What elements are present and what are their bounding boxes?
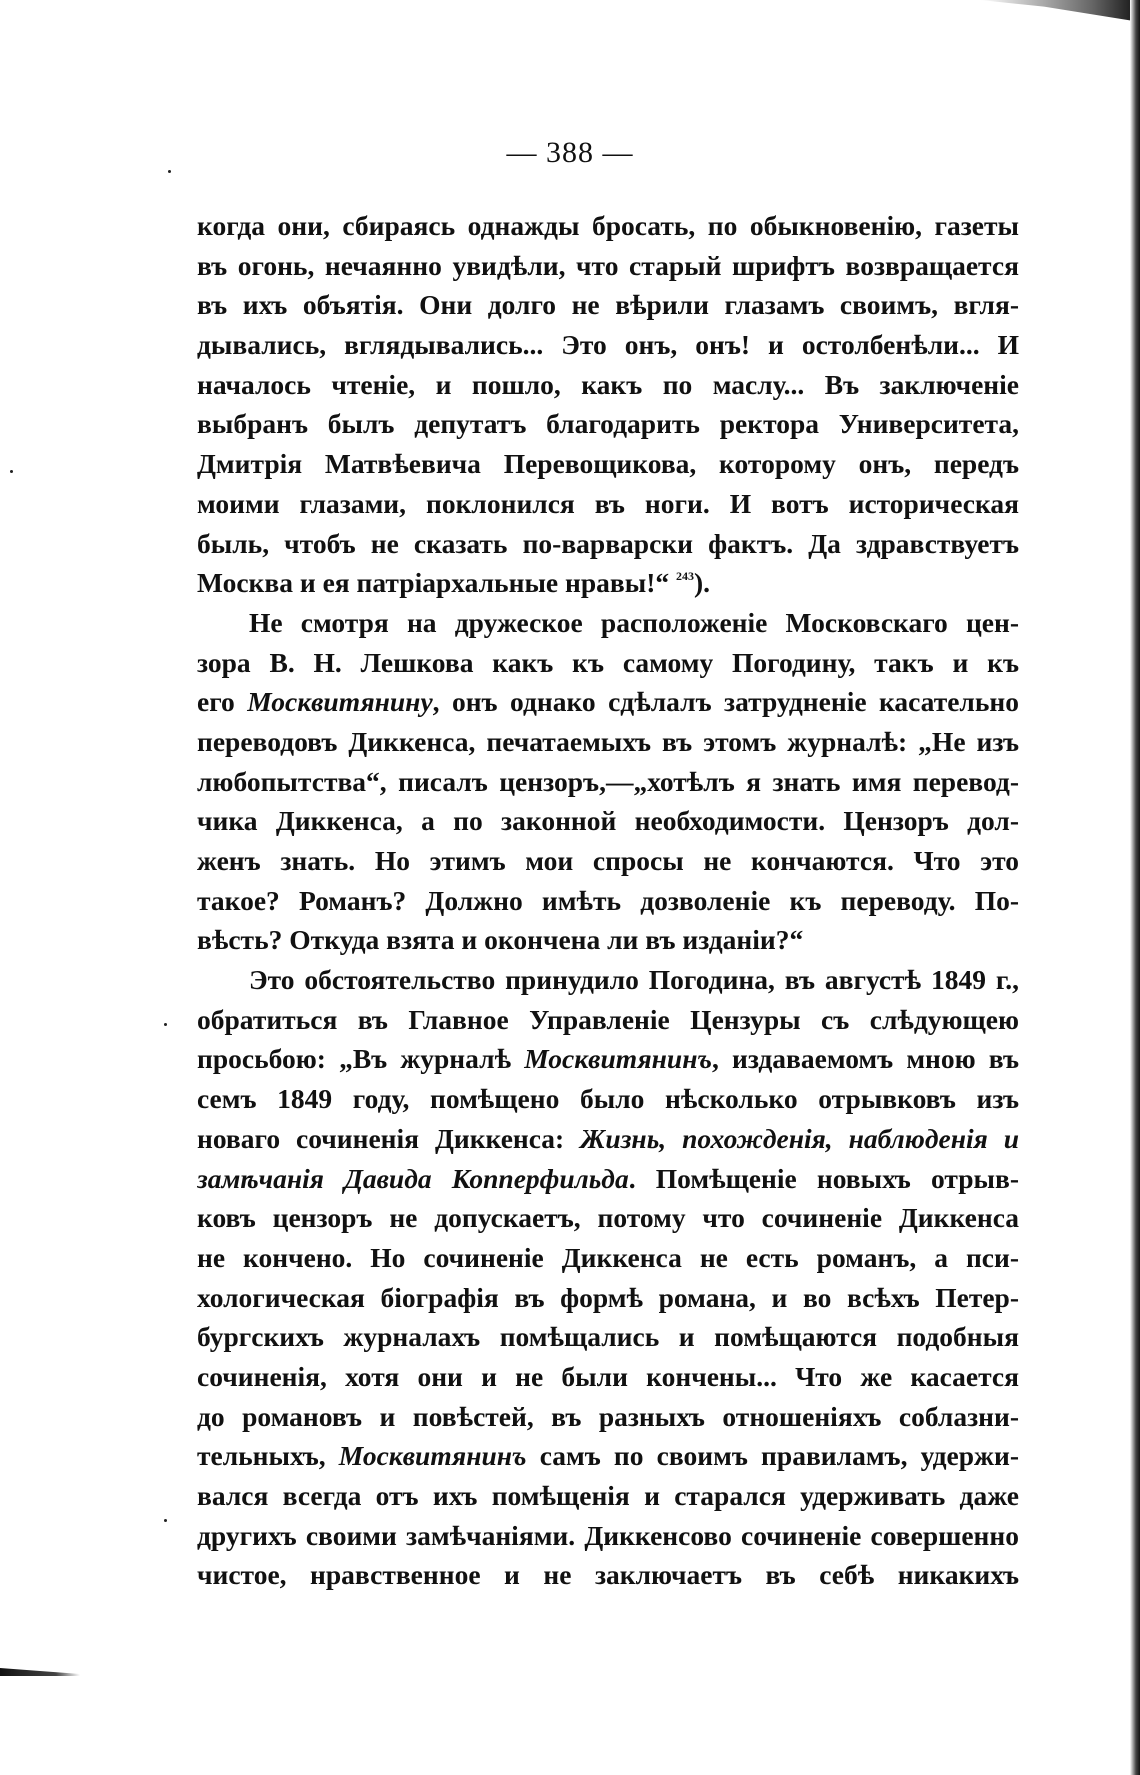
page-edge-shadow-bottom-left — [0, 1666, 80, 1676]
text-segment: . Помѣщеніе новыхъ отрыв- — [628, 1162, 1019, 1194]
text-line — [197, 524, 1019, 564]
text-line — [197, 643, 1019, 683]
text-segment: переводовъ Диккенса, печатаемыхъ въ этомъ журналѣ: „Не изъ — [197, 725, 1019, 757]
text-segment: дывались, вглядывались... Это онъ, онъ! и остолбенѣли... И — [197, 329, 1019, 361]
text-segment: не кончено. Но сочиненіе Диккенса не есть романъ, а пси- — [197, 1241, 1019, 1273]
scan-speck — [168, 170, 171, 173]
text-segment: выбранъ былъ депутатъ благодарить ректора Университета, — [197, 408, 1019, 440]
text-line — [197, 1198, 1019, 1238]
text-segment: , онъ однако сдѣлалъ затрудненіе касательно — [432, 686, 1019, 718]
text-segment: чистое, нравственное и не заключаетъ въ себѣ никакихъ — [197, 1559, 1019, 1591]
text-line — [197, 246, 1019, 286]
text-segment: женъ знать. Но этимъ мои спросы не кончаются. Что это — [197, 845, 1019, 876]
text-segment: быль, чтобъ не сказать по-варварски фактъ. Да здравствуетъ — [197, 527, 1019, 559]
text-segment: семъ 1849 году, помѣщено было нѣсколько отрывковъ изъ — [197, 1083, 1019, 1115]
text-segment: вѣсть? Откуда взята и окончена ли въ изданіи?“ — [197, 924, 804, 956]
italic-text: Москвитянину — [247, 686, 433, 718]
text-line — [197, 1119, 1019, 1159]
text-line — [197, 1238, 1019, 1278]
italic-text: Жизнь, похожденія, наблюденія и — [580, 1122, 1019, 1154]
text-line — [197, 404, 1019, 444]
text-line — [197, 484, 1019, 524]
text-segment: Дмитрія Матвѣевича Перевощикова, которому онъ, передъ — [197, 448, 1019, 480]
text-line — [197, 1357, 1019, 1397]
text-line — [197, 682, 1019, 722]
scan-speck — [164, 1519, 167, 1522]
text-line — [197, 1317, 1019, 1357]
text-line — [197, 1000, 1019, 1040]
text-line — [197, 1397, 1019, 1437]
scan-speck — [164, 1023, 167, 1026]
text-segment: просьбою: „Въ журналѣ — [197, 1043, 525, 1075]
text-segment: зора В. Н. Лешкова какъ къ самому Погодину, такъ и къ — [197, 646, 1019, 678]
text-segment: тельныхъ, — [197, 1440, 339, 1472]
text-line — [197, 1476, 1019, 1516]
text-segment: ковъ цензоръ не допускаетъ, потому что сочиненіе Диккенса — [197, 1202, 1019, 1234]
text-segment: любопытства“, писалъ цензоръ,—„хотѣлъ я знать имя перевод- — [197, 765, 1019, 797]
text-segment: Москва и ея патріархальные нравы!“ — [197, 567, 676, 599]
page-edge-shadow-right — [1130, 0, 1140, 1775]
text-line — [197, 1436, 1019, 1476]
text-line — [197, 325, 1019, 365]
text-line — [197, 603, 1019, 643]
italic-text: Москвитянинъ — [524, 1043, 712, 1075]
text-line — [197, 444, 1019, 484]
text-line — [197, 920, 1019, 960]
text-segment: Это обстоятельство принудило Погодина, въ августѣ 1849 г., — [249, 964, 1019, 996]
text-segment: обратиться въ Главное Управленіе Цензуры съ слѣдующею — [197, 1003, 1019, 1035]
text-line — [197, 722, 1019, 762]
text-segment: новаго сочиненія Диккенса: — [197, 1122, 581, 1154]
page-number: — 388 — — [506, 136, 634, 169]
italic-text: Москвитянинъ — [338, 1440, 527, 1472]
text-segment: хологическая біографія въ формѣ романа, и во всѣхъ Петер- — [197, 1281, 1019, 1313]
text-line — [197, 960, 1019, 1000]
text-segment: въ огонь, нечаянно увидѣли, что старый шрифтъ возвращается — [197, 249, 1019, 281]
text-segment: бургскихъ журналахъ помѣщались и помѣщаются подобныя — [197, 1321, 1019, 1353]
text-line — [197, 365, 1019, 405]
text-segment: въ ихъ объятія. Они долго не вѣрили глазамъ своимъ, вгля- — [197, 289, 1019, 321]
text-segment: такое? Романъ? Должно имѣть дозволеніе къ переводу. По- — [197, 884, 1019, 916]
text-segment: сочиненія, хотя они и не были кончены... Что же касается — [197, 1360, 1019, 1392]
text-segment: моими глазами, поклонился въ ноги. И вотъ историческая — [197, 487, 1019, 519]
text-line — [197, 881, 1019, 921]
text-segment: самъ по своимъ правиламъ, удержи- — [526, 1440, 1019, 1472]
italic-text: замѣчанія Давида Копперфильда — [197, 1162, 629, 1194]
text-line — [197, 1278, 1019, 1318]
text-line — [197, 1039, 1019, 1079]
text-line — [197, 841, 1019, 881]
footnote-marker: 243 — [676, 569, 694, 584]
text-segment: , издаваемомъ мною въ — [711, 1043, 1019, 1075]
text-line — [197, 206, 1019, 246]
text-segment: другихъ своими замѣчаніями. Диккенсово сочиненіе совершенно — [197, 1519, 1019, 1551]
text-segment: вался всегда отъ ихъ помѣщенія и старался удерживать даже — [197, 1480, 1019, 1511]
text-line — [197, 762, 1019, 802]
text-line — [197, 1516, 1019, 1556]
scan-speck — [10, 470, 13, 473]
text-line — [197, 1555, 1019, 1595]
text-line — [197, 563, 1019, 603]
page-text-body — [197, 206, 1019, 1595]
text-line — [197, 285, 1019, 325]
text-line — [197, 1159, 1019, 1199]
text-line — [197, 801, 1019, 841]
text-segment: чика Диккенса, а по законной необходимости. Цензоръ дол- — [197, 805, 1019, 837]
text-segment: ). — [694, 567, 711, 599]
page-edge-shadow-top — [980, 0, 1140, 22]
text-segment: когда они, сбираясь однажды бросать, по обыкновенію, газеты — [197, 210, 1019, 241]
text-segment: до романовъ и повѣстей, въ разныхъ отношеніяхъ соблазни- — [197, 1400, 1019, 1432]
text-line — [197, 1079, 1019, 1119]
text-segment: началось чтеніе, и пошло, какъ по маслу... Въ заключеніе — [197, 368, 1019, 400]
text-segment: Не смотря на дружеское расположеніе Московскаго цен- — [249, 606, 1019, 638]
text-segment: его — [197, 686, 248, 718]
